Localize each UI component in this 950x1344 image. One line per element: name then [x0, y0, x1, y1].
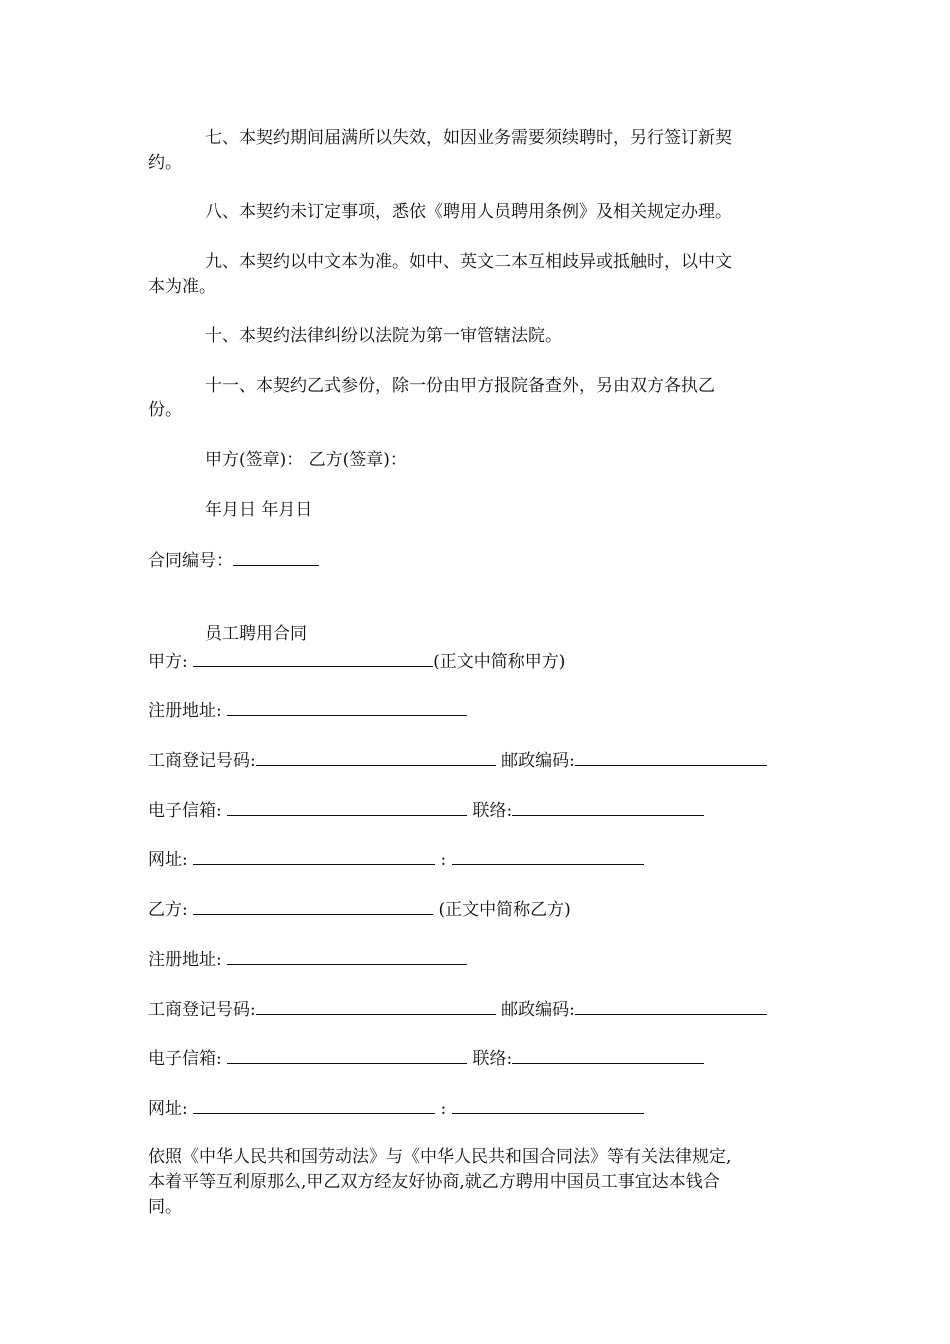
clause-8: 八、本契约未订定事项，悉依《聘用人员聘用条例》及相关规定办理。 [205, 202, 732, 222]
party-a-website-blank[interactable] [193, 846, 435, 865]
clause-11-line-1: 十一、本契约乙式参份，除一份由甲方报院备查外，另由双方各执乙 [205, 376, 715, 396]
party-a-address-label: 注册地址: [148, 701, 222, 721]
party-a-registration-row [148, 747, 808, 774]
party-b-reg-label: 工商登记号码: [148, 1000, 256, 1020]
clause-9-line-1: 九、本契约以中文本为准。如中、英文二本互相歧异或抵触时，以中文 [205, 252, 732, 272]
party-a-name-label: 甲方: [148, 652, 188, 672]
party-b-reg-blank[interactable] [256, 996, 496, 1015]
party-a-contact-label: 联络: [472, 801, 513, 821]
signature-line [205, 448, 865, 473]
party-a-postal-label: 邮政编码: [501, 751, 575, 771]
clause-7-line-1: 七、本契约期间届满所以失效，如因业务需要须续聘时，另行签订新契 [205, 128, 732, 148]
preamble-line-3: 同。 [148, 1197, 182, 1217]
party-b-website-extra-blank[interactable] [452, 1095, 644, 1114]
clause-9-line-2: 本为准。 [148, 277, 216, 297]
party-a-contact-blank[interactable] [512, 797, 704, 816]
clause-10: 十、本契约法律纠纷以法院为第一审管辖法院。 [205, 326, 562, 346]
party-b-postal-label: 邮政编码: [501, 1000, 575, 1020]
party-a-email-label: 电子信箱: [148, 801, 222, 821]
party-a-postal-blank[interactable] [575, 747, 767, 766]
party-b-website-row [148, 1095, 808, 1122]
party-b-name-label: 乙方: [148, 900, 188, 920]
party-b-email-blank[interactable] [227, 1045, 467, 1064]
party-a-reg-label: 工商登记号码: [148, 751, 256, 771]
contract-title: 员工聘用合同 [205, 624, 307, 644]
party-b-address-row [148, 946, 808, 973]
preamble-line-2: 本着平等互利原那么,甲乙双方经友好协商,就乙方聘用中国员工事宜达本钱合 [148, 1172, 720, 1192]
party-b-email-row [148, 1045, 808, 1072]
party-a-name-row [148, 648, 808, 675]
party-a-address-blank[interactable] [227, 697, 467, 716]
party-b-contact-label: 联络: [472, 1049, 513, 1069]
contract-number-blank[interactable] [233, 547, 319, 566]
party-b-name-suffix: (正文中简称乙方) [438, 900, 571, 920]
party-a-name-suffix: (正文中简称甲方) [433, 652, 566, 672]
party-b-name-row [148, 896, 808, 923]
party-b-contact-blank[interactable] [512, 1045, 704, 1064]
contract-number-row [148, 547, 808, 574]
party-a-website-extra-blank[interactable] [452, 846, 644, 865]
party-b-registration-row [148, 996, 808, 1023]
preamble-line-1: 依照《中华人民共和国劳动法》与《中华人民共和国合同法》等有关法律规定, [148, 1147, 732, 1167]
party-b-address-label: 注册地址: [148, 950, 222, 970]
party-b-address-blank[interactable] [227, 946, 467, 965]
party-a-address-row [148, 697, 808, 724]
party-a-website-label: 网址: [148, 850, 188, 870]
clause-7-line-2: 约。 [148, 153, 182, 173]
party-b-email-label: 电子信箱: [148, 1049, 222, 1069]
party-a-website-row [148, 846, 808, 873]
party-a-email-blank[interactable] [227, 797, 467, 816]
party-b-name-blank[interactable] [193, 896, 433, 915]
party-b-website-label: 网址: [148, 1099, 188, 1119]
party-b-website-colon: : [440, 1099, 447, 1119]
party-a-reg-blank[interactable] [256, 747, 496, 766]
party-a-signature-label: 甲方(签章)： [205, 450, 304, 470]
party-b-signature-label: 乙方(签章)： [308, 450, 407, 470]
signature-dates: 年月日 年月日 [205, 500, 313, 520]
party-a-website-colon: : [440, 850, 447, 870]
party-b-postal-blank[interactable] [575, 996, 767, 1015]
party-b-website-blank[interactable] [193, 1095, 435, 1114]
contract-number-label: 合同编号： [148, 551, 233, 571]
party-a-email-row [148, 797, 808, 824]
party-a-name-blank[interactable] [193, 648, 433, 667]
clause-11-line-2: 份。 [148, 400, 182, 420]
